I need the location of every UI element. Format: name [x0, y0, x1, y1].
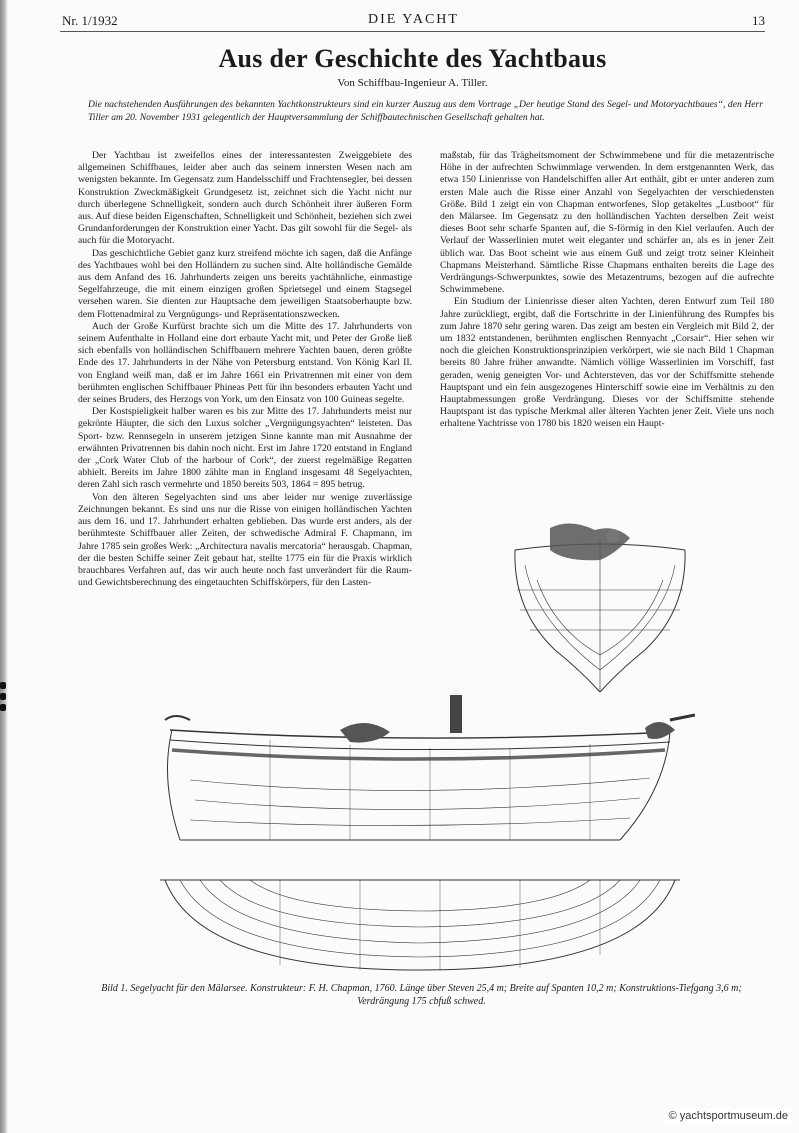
article-title: Aus der Geschichte des Yachtbaus	[218, 44, 607, 73]
paragraph: Der Yachtbau ist zweifellos eines der interessantesten Zweiggebiete des allgemeinen Schiffbaues, leider aber auch das seinem innersten Wesen nach am wenigsten bekannte. Im Gegensatz zum Handelsschiff und Frachtensegler, bei dessen Konstruktion Zweckmäßigkeit Grundgesetz ist, zeichnet sich die Yacht nicht nur durch überlegene Schnelligkeit, sondern auch durch Schönheit ihrer äußeren Form aus. Auf diese beiden Eigenschaften, Schnelligkeit und Schönheit, beziehen sich zwei Grundanforderungen der Konstruktion einer Yacht. Das gilt sowohl für die Segel- als auch für die Motoryacht.	[78, 150, 412, 247]
watermark: © yachtsportmuseum.de	[666, 1109, 791, 1123]
page-number: 13	[752, 13, 765, 28]
article-lead: Die nachstehenden Ausführungen des bekannten Yachtkonstrukteurs sind ein kurzer Auszug aus dem Vortrage „Der heutige Stand des Segel- und Motoryachtbaues“, den Herr Tiller am 20. November 1931 gelegentlich der Hauptversammlung der Schiffbautechnischen Gesellschaft gehalten hat.	[88, 99, 763, 124]
page-spine-shadow	[0, 0, 8, 1133]
figure-caption: Bild 1. Segelyacht für den Mälarsee. Konstrukteur: F. H. Chapman, 1760. Länge über Steven 25,4 m; Breite auf Spanten 10,2 m; Konstruktions-Tiefgang 3,6 m; Verdrängung 175 cbfuß schwed.	[101, 983, 742, 1007]
text-column-left	[78, 150, 412, 690]
paragraph: Ein Studium der Linienrisse dieser alten Yachten, deren Entwurf zum Teil 180 Jahre zurückliegt, ergibt, daß die Fortschritte in der Linienführung des Rumpfes bis zum Jahre 1870 sehr gering waren. Das zeigt am besten ein Vergleich mit Bild 2, der um 1832 entstandenen, berühmten englischen Rennyacht „Corsair“. Hier sehen wir noch die gleichen Konstruktionsprinzipien verkörpert, wie sie nach Bild 1 Chapman bereits 80 Jahre früher anwandte. Nämlich völlige Wasserlinien im Vorschiff, fast geraden, wenig geneigten Vor- und Achtersteven, das vor der Schiffsmitte stehende Hauptspant und ein fein ausgezogenes Hinterschiff sowie eine im Verhältnis zu den Hauptabmessungen große Verdrängung. Dieses vor der Schiffsmitte stehende Hauptspant ist das typische Merkmal aller älteren Yachten jener Zeit. Viele uns noch erhaltene Yachtrisse von 1780 bis 1820 weisen ein Haupt-	[440, 296, 774, 430]
paragraph: Auch der Große Kurfürst brachte sich um die Mitte des 17. Jahrhunderts von seinem Aufenthalte in Holland eine dort erbaute Yacht mit, und Peter der Große ließ sich ebenfalls von holländischen Schiffbauern mehrere Yachten bauen, deren größte Ende des 17. Jahrhunderts in der Nähe von Petersburg entstand. Von König Karl II. von England weiß man, daß er im Jahre 1661 ein Privatrennen mit einer von dem berühmten englischen Schiffbauer Phineas Pett für ihn besonders erbauten Yacht und der seines Bruders, des Herzogs von York, um den Einsatz von 100 Guineas segelte.	[78, 320, 412, 406]
binding-hole	[0, 693, 6, 700]
sheer-plan-drawing	[150, 690, 695, 850]
paragraph: Das geschichtliche Gebiet ganz kurz streifend möchte ich sagen, daß die Anfänge des Yachtbaues wohl bei den Holländern zu suchen sind. Alte holländische Gemälde aus dem Anfand des 16. Jahrhunderts zeigen uns bereits yachtähnliche, einmastige Segelfahrzeuge, die mit einem einzigen großen Sprietsegel und einem Stagsegel versehen waren. Sie dienten zur Hauptsache dem jeweiligen Staatsoberhaupte bzw. dem Flottenadmiral zu Vergnügungs- und Repräsentationszwecken.	[78, 247, 412, 320]
paragraph: Von den älteren Segelyachten sind uns aber leider nur wenige zuverlässige Zeichnungen bekannt. Es sind uns nur die Risse von einigen holländischen Yachten aus dem 16. und 17. Jahrhundert erhalten geblieben. Das wurde erst anders, als der berühmteste Schiffbauer aller Zeiten, der schwedische Admiral F. Chapmann, im Jahre 1785 sein großes Werk: „Architectura navalis mercatoria“ herausgab. Chapman, der die besten Schiffe seiner Zeit gebaut hat, stellte 1775 ein für die Praxis wirklich brauchbares Verfahren auf, das wir auch heute noch fast unverändert für die Raum- und Gewichtsberechnung des eingetauchten Schiffskörpers, für den Lasten-	[78, 491, 412, 589]
paragraph: Der Kostspieligkeit halber waren es bis zur Mitte des 17. Jahrhunderts meist nur gekrönte Häupter, die sich den Luxus solcher „Vergnügungsyachten“ leisteten. Das Sport- bzw. Rennsegeln in unserem jetzigen Sinne kannte man mit Ausnahme der erwähnten Privatrennen bis dahin noch nicht. Erst im Jahre 1720 entstand in England der „Cork Water Club of the harbour of Cork“, der zuerst regelmäßige Regatten abhielt. Bereits im Jahre 1800 zählte man in England insgesamt 48 Segelyachten, deren Zahl sich rasch vermehrte und 1850 bereits 503, 1864 = 895 betrug.	[78, 406, 412, 491]
article-author: Von Schiffbau-Ingenieur A. Tiller.	[337, 77, 488, 89]
binding-hole	[0, 682, 6, 689]
header-rule	[60, 31, 765, 32]
body-plan-drawing	[495, 520, 705, 695]
running-header	[62, 10, 765, 30]
text-column-right	[440, 150, 774, 490]
magazine-name: DIE YACHT	[368, 12, 459, 27]
binding-hole	[0, 704, 6, 711]
paragraph: maßstab, für das Trägheitsmoment der Schwimmebene und für die metazentrische Höhe in der aufrechten Schwimmlage verwenden. In dem erstgenannten Werk, das etwa 150 Linienrisse von Handelschiffen aller Art enthält, gibt er unter anderen zum ersten Male auch die Risse einer Anzahl von Segelyachten der verschiedensten Größe. Bild 1 zeigt ein von Chapman entworfenes, Slop getakeltes „Lustboot“ für den Mälarsee. Im Gegensatz zu den holländischen Yachten derselben Zeit weist dieses Boot sehr scharfe Spanten auf, die S-förmig in den Kiel verlaufen. Auch der Verlauf der Wasserlinien mutet weit eleganter und schärfer an, als es in jener Zeit üblich war. Das Boot scheint wie aus einem Guß und zeigt trotz seiner Kleinheit Chapmans Meisterhand. Sämtliche Risse Chapmans enthalten bereits die Lage des Verdrängungs-Schwerpunktes, sowie des Metazentrums, bezogen auf die aufrechte Schwimmebene.	[440, 150, 774, 296]
issue-number: Nr. 1/1932	[62, 13, 118, 28]
half-breadth-plan-drawing	[160, 875, 680, 973]
